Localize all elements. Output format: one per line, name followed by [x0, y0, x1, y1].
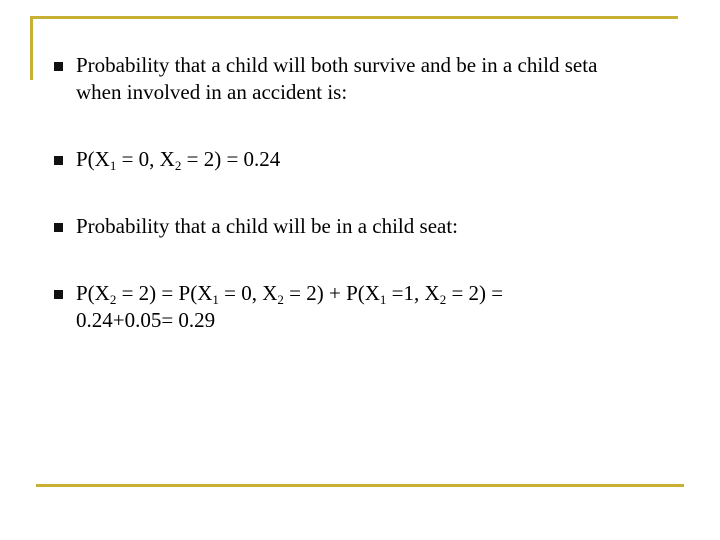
bullet-item-child-seat: [54, 213, 684, 240]
square-bullet-icon: [54, 156, 63, 165]
formula-text: = 2) = 0.24: [181, 147, 281, 171]
formula-text: = 0, X: [218, 281, 278, 305]
subscript: 2: [174, 158, 182, 173]
square-bullet-icon: [54, 62, 63, 71]
formula-text: P(X: [76, 147, 110, 171]
square-bullet-icon: [54, 290, 63, 299]
bullet-text: Probability that a child will be in a child seat:: [76, 214, 458, 238]
left-accent-rule: [30, 16, 33, 80]
formula-text: =1, X: [386, 281, 440, 305]
bullet-item-marginal-probability: [54, 280, 684, 334]
subscript: 2: [109, 292, 117, 307]
formula-text: = 0, X: [116, 147, 175, 171]
subscript: 2: [439, 292, 447, 307]
bullet-text-line2: when involved in an accident is:: [76, 80, 348, 104]
bullet-text-line1: Probability that a child will both survive and be in a child seta: [76, 53, 598, 77]
subscript: 1: [212, 292, 219, 307]
top-accent-rule: [30, 16, 678, 19]
bullet-list: [54, 52, 684, 334]
bottom-accent-rule: [36, 484, 684, 487]
bullet-item-survive-seat: [54, 52, 684, 106]
subscript: 1: [109, 158, 117, 173]
subscript: 1: [379, 292, 387, 307]
formula-text: = 2) =: [446, 281, 504, 305]
formula-text: = 2) + P(X: [283, 281, 380, 305]
square-bullet-icon: [54, 223, 63, 232]
formula-text: = 2) = P(X: [116, 281, 213, 305]
bullet-item-joint-probability: [54, 146, 684, 173]
subscript: 2: [277, 292, 284, 307]
formula-text: P(X: [76, 281, 110, 305]
formula-result: 0.24+0.05= 0.29: [76, 308, 216, 332]
